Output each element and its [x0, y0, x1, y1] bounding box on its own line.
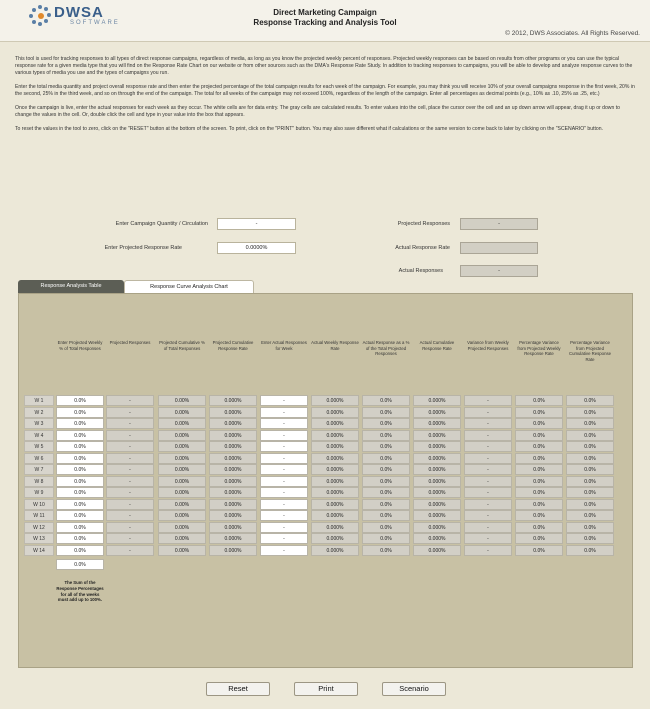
calculated-cell: - — [464, 453, 512, 464]
calculated-cell: 0.000% — [311, 418, 359, 429]
projected-response-rate-input[interactable]: 0.0000% — [217, 242, 296, 254]
logo-subtitle: SOFTWARE — [70, 20, 120, 26]
projected-responses-label: Projected Responses — [397, 221, 450, 227]
calculated-cell: 0.000% — [311, 453, 359, 464]
calculated-cell: 0.000% — [413, 395, 461, 406]
campaign-quantity-label: Enter Campaign Quantity / Circulation — [115, 221, 208, 227]
calculated-cell: 0.0% — [362, 453, 410, 464]
entry-cell[interactable]: - — [260, 487, 308, 498]
intro-paragraph-2: Enter the total media quantity and project overall response rate and then enter the projected percentage of the total campaign results for each week of the campaign. For example, you may think you will receive 10% of your overall campaigns response in the first week, 20% in the second, 25% in the third week, and so on through the end of the campaign. The total for all weeks of the campaign may not exceed 100%, regardless of the length of the campaign. Enter all percentages as decimal points (e.g., 10% as .10, 25% as .25, etc.) — [15, 84, 635, 97]
entry-cell[interactable]: 0.0% — [56, 522, 104, 533]
calculated-cell: - — [106, 522, 154, 533]
calculated-cell: 0.00% — [158, 476, 206, 487]
week-label: W 9 — [24, 487, 54, 498]
calculated-cell: 0.0% — [362, 464, 410, 475]
calculated-cell: - — [106, 464, 154, 475]
calculated-cell: 0.0% — [566, 487, 614, 498]
app-title — [0, 8, 650, 28]
entry-cell[interactable]: 0.0% — [56, 441, 104, 452]
week-label: W 5 — [24, 441, 54, 452]
calculated-cell: 0.000% — [209, 395, 257, 406]
calculated-cell: 0.0% — [566, 418, 614, 429]
week-label: W 13 — [24, 533, 54, 544]
calculated-cell: - — [464, 407, 512, 418]
entry-cell[interactable]: - — [260, 418, 308, 429]
week-label: W 10 — [24, 499, 54, 510]
calculated-cell: 0.000% — [209, 510, 257, 521]
entry-cell[interactable]: 0.0% — [56, 533, 104, 544]
intro-paragraph-1: This tool is used for tracking responses to all types of direct response campaigns, regardless of media, as long as you know the projected weekly percent of responses. Projected weekly responses can be based on results from other programs or you can use the typical response rate for a given media type that you will find on the Response Rate Chart on our website or from other sources such as the DMA's Response Rate Study. In addition to tracking responses to campaigns, you will be able to develop and analyze response curves to the various types of media you use and the types of campaigns you run. — [15, 56, 633, 76]
actual-response-rate-value — [460, 242, 538, 254]
calculated-cell: - — [464, 499, 512, 510]
calculated-cell: 0.0% — [566, 545, 614, 556]
entry-cell[interactable]: - — [260, 545, 308, 556]
calculated-cell: - — [464, 430, 512, 441]
week-label: W 7 — [24, 464, 54, 475]
copyright-notice: © 2012, DWS Associates. All Rights Reserved. — [505, 30, 640, 37]
calculated-cell: 0.00% — [158, 533, 206, 544]
calculated-cell: 0.000% — [311, 533, 359, 544]
calculated-cell: - — [106, 407, 154, 418]
calculated-cell: 0.000% — [209, 453, 257, 464]
calculated-cell: 0.0% — [362, 418, 410, 429]
calculated-cell: 0.000% — [413, 487, 461, 498]
calculated-cell: 0.0% — [515, 407, 563, 418]
calculated-cell: 0.0% — [362, 499, 410, 510]
column-header: Projected Cumulative % of Total Responses — [159, 340, 205, 351]
calculated-cell: 0.000% — [413, 418, 461, 429]
calculated-cell: 0.000% — [311, 545, 359, 556]
calculated-cell: 0.0% — [362, 407, 410, 418]
calculated-cell: 0.0% — [566, 499, 614, 510]
entry-cell[interactable]: 0.0% — [56, 453, 104, 464]
calculated-cell: 0.0% — [515, 510, 563, 521]
entry-cell[interactable]: - — [260, 476, 308, 487]
calculated-cell: 0.0% — [515, 522, 563, 533]
calculated-cell: 0.0% — [566, 453, 614, 464]
actual-responses-label: Actual Responses — [398, 268, 443, 274]
intro-paragraph-3: Once the campaign is live, enter the actual responses for each week as they occur. The white cells are for data entry. The gray cells are calculated results. To enter values into the cell, place the cursor over the cell and an up down arrow will appear, drag it up or down to change the values in the cell. Or, double click the cell and type in your value into the box that appears. — [15, 105, 620, 118]
calculated-cell: 0.0% — [362, 487, 410, 498]
calculated-cell: 0.000% — [209, 522, 257, 533]
calculated-cell: 0.000% — [209, 430, 257, 441]
column-header: Actual Response as a % of the Total Projected Responses — [362, 340, 410, 357]
calculated-cell: - — [106, 441, 154, 452]
calculated-cell: 0.000% — [311, 430, 359, 441]
calculated-cell: 0.000% — [311, 441, 359, 452]
entry-cell[interactable]: - — [260, 430, 308, 441]
calculated-cell: 0.00% — [158, 418, 206, 429]
calculated-cell: 0.000% — [311, 499, 359, 510]
calculated-cell: 0.000% — [209, 464, 257, 475]
entry-cell[interactable]: 0.0% — [56, 464, 104, 475]
calculated-cell: - — [464, 533, 512, 544]
entry-cell[interactable]: 0.0% — [56, 395, 104, 406]
logo-name: DWSA — [54, 4, 104, 21]
calculated-cell: - — [106, 476, 154, 487]
week-label: W 8 — [24, 476, 54, 487]
calculated-cell: 0.000% — [311, 464, 359, 475]
column-header: Projected Cumulative Response Rate — [212, 340, 254, 351]
calculated-cell: 0.0% — [362, 430, 410, 441]
column-header: Actual Weekly Response Rate — [311, 340, 359, 351]
calculated-cell: 0.0% — [515, 418, 563, 429]
calculated-cell: - — [464, 510, 512, 521]
calculated-cell: - — [464, 441, 512, 452]
projected-response-rate-label: Enter Projected Response Rate — [104, 245, 182, 251]
total-percent-cell: 0.0% — [56, 559, 104, 570]
calculated-cell: - — [106, 453, 154, 464]
calculated-cell: 0.000% — [413, 464, 461, 475]
calculated-cell: 0.0% — [515, 395, 563, 406]
calculated-cell: 0.0% — [566, 395, 614, 406]
calculated-cell: - — [464, 476, 512, 487]
week-label: W 11 — [24, 510, 54, 521]
calculated-cell: 0.0% — [566, 407, 614, 418]
calculated-cell: 0.00% — [158, 395, 206, 406]
entry-cell[interactable]: 0.0% — [56, 499, 104, 510]
calculated-cell: 0.000% — [311, 522, 359, 533]
calculated-cell: 0.00% — [158, 453, 206, 464]
entry-cell[interactable]: - — [260, 510, 308, 521]
calculated-cell: 0.0% — [362, 395, 410, 406]
calculated-cell: 0.000% — [209, 407, 257, 418]
calculated-cell: 0.000% — [311, 407, 359, 418]
entry-cell[interactable]: - — [260, 499, 308, 510]
entry-cell[interactable]: 0.0% — [56, 430, 104, 441]
entry-cell[interactable]: 0.0% — [56, 418, 104, 429]
intro-text — [15, 56, 637, 140]
calculated-cell: 0.0% — [566, 522, 614, 533]
week-label: W 1 — [24, 395, 54, 406]
calculated-cell: 0.0% — [566, 476, 614, 487]
calculated-cell: 0.00% — [158, 407, 206, 418]
week-label: W 6 — [24, 453, 54, 464]
calculated-cell: - — [106, 418, 154, 429]
print-button[interactable]: Print — [294, 682, 358, 696]
calculated-cell: 0.000% — [209, 418, 257, 429]
entry-cell[interactable]: - — [260, 453, 308, 464]
calculated-cell: 0.000% — [413, 510, 461, 521]
actual-response-rate-label: Actual Response Rate — [395, 245, 450, 251]
campaign-quantity-input[interactable]: - — [217, 218, 296, 230]
calculated-cell: - — [464, 545, 512, 556]
entry-cell[interactable]: 0.0% — [56, 407, 104, 418]
calculated-cell: 0.0% — [515, 464, 563, 475]
tab-response-analysis-table[interactable]: Response Analysis Table — [18, 280, 124, 293]
calculated-cell: 0.0% — [362, 545, 410, 556]
calculated-cell: 0.0% — [515, 533, 563, 544]
calculated-cell: - — [106, 510, 154, 521]
calculated-cell: 0.0% — [515, 487, 563, 498]
calculated-cell: - — [106, 533, 154, 544]
calculated-cell: 0.00% — [158, 522, 206, 533]
calculated-cell: 0.000% — [413, 533, 461, 544]
calculated-cell: 0.0% — [362, 522, 410, 533]
week-label: W 3 — [24, 418, 54, 429]
app-title-line-2: Response Tracking and Analysis Tool — [253, 18, 397, 27]
entry-cell[interactable]: 0.0% — [56, 545, 104, 556]
reset-button[interactable]: Reset — [206, 682, 270, 696]
entry-cell[interactable]: 0.0% — [56, 476, 104, 487]
calculated-cell: 0.0% — [566, 510, 614, 521]
calculated-cell: 0.000% — [209, 545, 257, 556]
calculated-cell: 0.00% — [158, 464, 206, 475]
calculated-cell: - — [106, 487, 154, 498]
calculated-cell: 0.000% — [311, 476, 359, 487]
calculated-cell: - — [106, 545, 154, 556]
calculated-cell: - — [464, 395, 512, 406]
week-label: W 4 — [24, 430, 54, 441]
app-title-line-1: Direct Marketing Campaign — [273, 8, 377, 17]
calculated-cell: 0.0% — [566, 441, 614, 452]
calculated-cell: 0.0% — [566, 430, 614, 441]
calculated-cell: 0.00% — [158, 441, 206, 452]
column-header: Enter Projected Weekly % of Total Responses — [57, 340, 103, 351]
calculated-cell: 0.0% — [362, 510, 410, 521]
calculated-cell: - — [464, 418, 512, 429]
calculated-cell: 0.00% — [158, 499, 206, 510]
calculated-cell: 0.000% — [413, 476, 461, 487]
calculated-cell: 0.0% — [566, 464, 614, 475]
calculated-cell: 0.000% — [413, 522, 461, 533]
calculated-cell: 0.000% — [413, 499, 461, 510]
tab-response-curve-chart[interactable]: Response Curve Analysis Chart — [124, 280, 254, 293]
calculated-cell: 0.000% — [209, 487, 257, 498]
calculated-cell: 0.0% — [515, 476, 563, 487]
actual-responses-value: - — [460, 265, 538, 277]
entry-cell[interactable]: - — [260, 464, 308, 475]
calculated-cell: 0.0% — [362, 476, 410, 487]
entry-cell[interactable]: - — [260, 395, 308, 406]
entry-cell[interactable]: - — [260, 407, 308, 418]
calculated-cell: 0.0% — [566, 533, 614, 544]
calculated-cell: - — [464, 464, 512, 475]
calculated-cell: - — [106, 499, 154, 510]
app-header — [0, 0, 650, 42]
calculated-cell: 0.0% — [515, 453, 563, 464]
calculated-cell: 0.000% — [209, 441, 257, 452]
entry-cell[interactable]: - — [260, 522, 308, 533]
projected-responses-value: - — [460, 218, 538, 230]
calculated-cell: 0.000% — [209, 476, 257, 487]
calculated-cell: - — [106, 430, 154, 441]
entry-cell[interactable]: 0.0% — [56, 510, 104, 521]
calculated-cell: 0.00% — [158, 430, 206, 441]
sum-note: The Sum of the Response Percentages for all of the weeks must add up to 100%. — [56, 580, 104, 603]
calculated-cell: 0.00% — [158, 510, 206, 521]
calculated-cell: 0.000% — [413, 453, 461, 464]
calculated-cell: 0.000% — [413, 430, 461, 441]
column-header: Percentage Variance from Projected Weekly Response Rate — [517, 340, 561, 357]
week-label: W 12 — [24, 522, 54, 533]
calculated-cell: 0.00% — [158, 487, 206, 498]
calculated-cell: 0.00% — [158, 545, 206, 556]
calculated-cell: 0.000% — [311, 487, 359, 498]
entry-cell[interactable]: 0.0% — [56, 487, 104, 498]
entry-cell[interactable]: - — [260, 533, 308, 544]
calculated-cell: 0.000% — [209, 499, 257, 510]
calculated-cell: 0.0% — [515, 545, 563, 556]
calculated-cell: 0.0% — [515, 499, 563, 510]
week-label: W 14 — [24, 545, 54, 556]
calculated-cell: 0.0% — [362, 533, 410, 544]
entry-cell[interactable]: - — [260, 441, 308, 452]
calculated-cell: 0.0% — [362, 441, 410, 452]
calculated-cell: - — [106, 395, 154, 406]
calculated-cell: 0.000% — [311, 395, 359, 406]
calculated-cell: - — [464, 487, 512, 498]
column-header: Percentage Variance from Projected Cumulative Response Rate — [568, 340, 612, 362]
calculated-cell: 0.0% — [515, 430, 563, 441]
scenario-button[interactable]: Scenario — [382, 682, 446, 696]
calculated-cell: - — [464, 522, 512, 533]
week-label: W 2 — [24, 407, 54, 418]
calculated-cell: 0.000% — [413, 441, 461, 452]
column-header: Actual Cumulative Response Rate — [419, 340, 455, 351]
calculated-cell: 0.000% — [413, 545, 461, 556]
column-header: Projected Responses — [109, 340, 151, 345]
calculated-cell: 0.000% — [209, 533, 257, 544]
column-header: Variance from Weekly Projected Responses — [467, 340, 509, 351]
calculated-cell: 0.000% — [311, 510, 359, 521]
intro-paragraph-4: To reset the values in the tool to zero, click on the "RESET" button at the bottom of the screen. To print, click on the "PRINT" button. You may also save different what if calculations or the same version to come back to later by clicking on the "SCENARIO" button. — [15, 126, 603, 132]
column-header: Enter Actual Responses for Week — [261, 340, 307, 351]
calculated-cell: 0.0% — [515, 441, 563, 452]
calculated-cell: 0.000% — [413, 407, 461, 418]
